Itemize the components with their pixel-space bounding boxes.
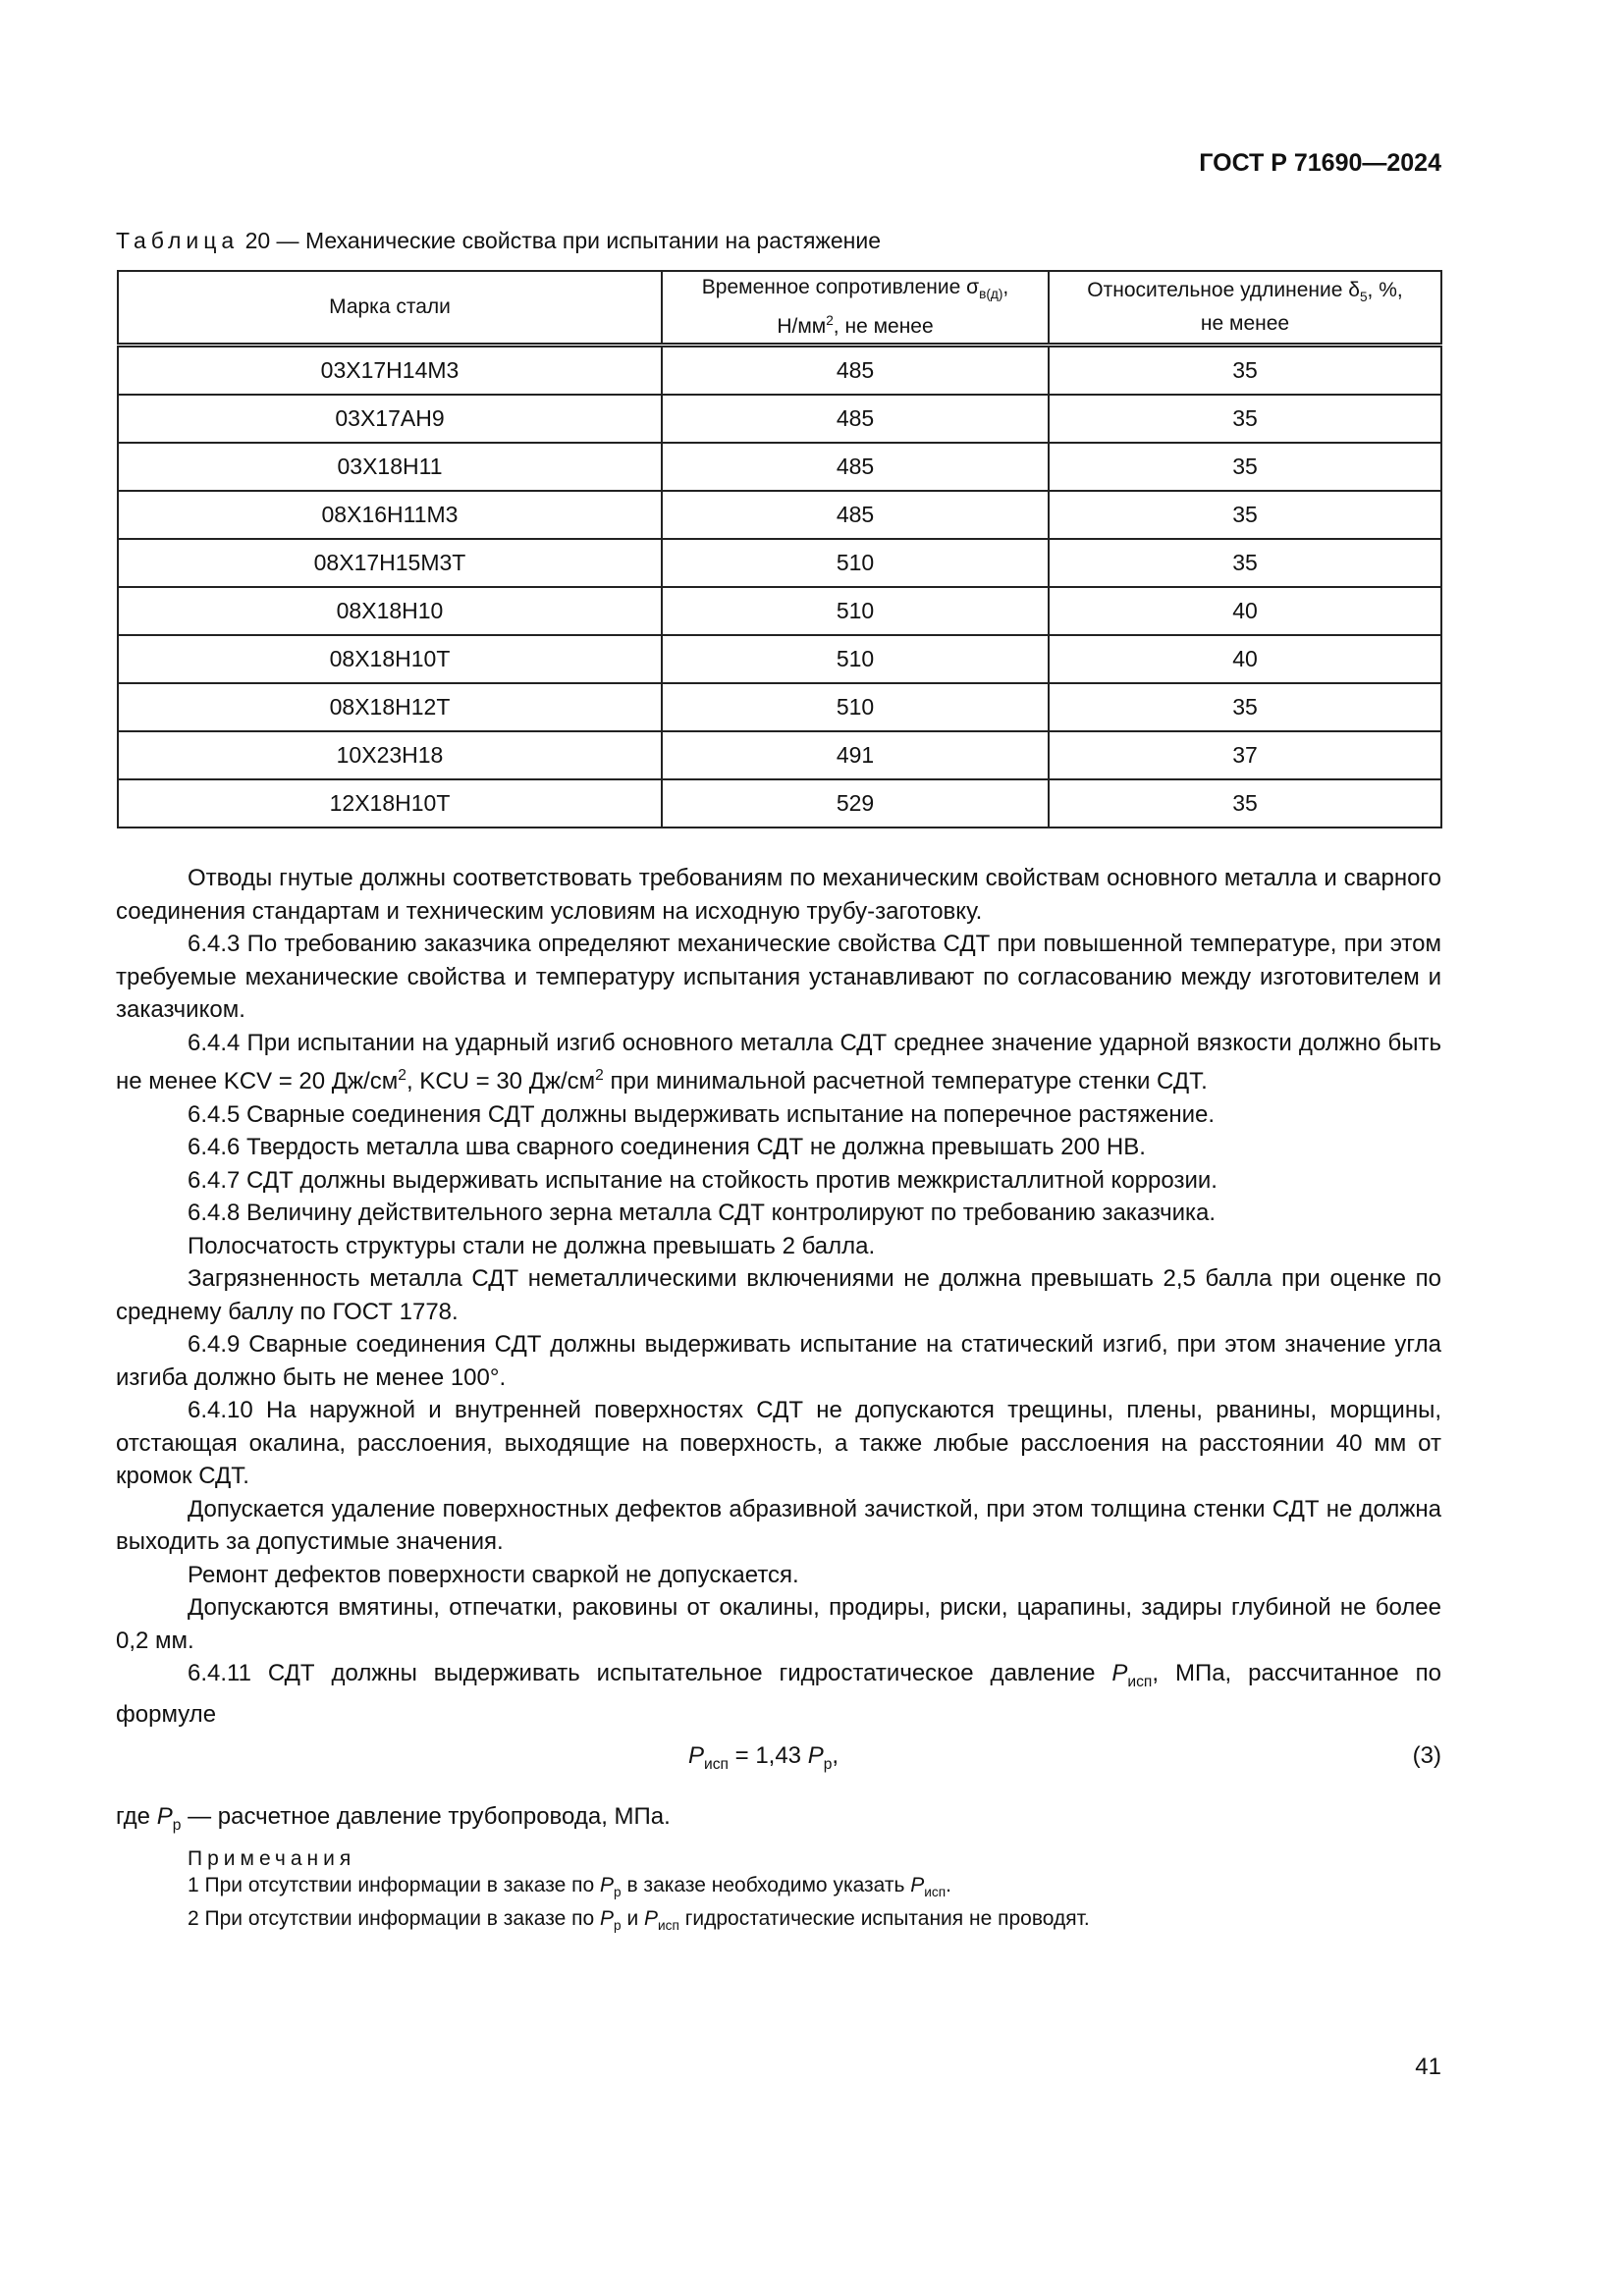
elongation-cell: 35 (1049, 443, 1441, 491)
table-row (118, 346, 1441, 396)
paragraph (116, 1559, 1441, 1592)
text-run: Н/мм (777, 314, 827, 338)
tensile-strength-cell: 485 (662, 395, 1049, 443)
variable: P (600, 1874, 615, 1897)
table-row (118, 683, 1441, 731)
paragraph (116, 928, 1441, 1027)
steel-grade-cell: 08Х17Н15М3Т (118, 539, 662, 587)
text-run: не менее (1200, 311, 1290, 335)
text-run: 6.4.5 Сварные соединения СДТ должны выдерживать испытание на поперечное растяжение. (188, 1100, 1216, 1128)
steel-grade-cell: 10Х23Н18 (118, 731, 662, 779)
variable: P (156, 1802, 173, 1830)
text-run: , МПа, рассчитанное по формуле (116, 1660, 1441, 1729)
tensile-strength-cell: 491 (662, 731, 1049, 779)
subscript: исп (658, 1918, 679, 1934)
text-run: 6.4.9 Сварные соединения СДТ должны выдерживать испытание на статический изгиб, при этом значение угла изгиба должно быть не менее 100°. (116, 1331, 1441, 1391)
steel-grade-cell: 08Х18Н12Т (118, 683, 662, 731)
elongation-cell: 35 (1049, 395, 1441, 443)
text-run: 6.4.7 СДТ должны выдерживать испытание на стойкость против межкристаллитной коррозии. (188, 1166, 1218, 1194)
variable: P (600, 1907, 615, 1931)
subscript: в(д) (979, 287, 1003, 302)
text-run: Ремонт дефектов поверхности сваркой не допускается. (188, 1561, 799, 1588)
text-run: Марка стали (329, 295, 451, 318)
variable: P (807, 1741, 824, 1769)
notes-title: Примечания (188, 1847, 356, 1871)
document-id: ГОСТ Р 71690—2024 (1199, 149, 1441, 177)
text-run: Полосчатость структуры стали не должна превышать 2 балла. (188, 1232, 876, 1259)
steel-grade-cell: 08Х18Н10Т (118, 635, 662, 683)
mechanical-properties-table (117, 270, 1442, 828)
paragraph (116, 1657, 1441, 1732)
table-row (118, 491, 1441, 539)
elongation-cell: 40 (1049, 587, 1441, 635)
paragraph (116, 1098, 1441, 1132)
text-run: 6.4.6 Твердость металла шва сварного соединения СДТ не должна превышать 200 НВ. (188, 1134, 1146, 1160)
text-run: Отводы гнутые должны соответствовать требованиям по механическим свойствам основного металла и сварного соединения стандартам и техническим условиям на исходную трубу-заготовку. (116, 865, 1441, 925)
subscript: р (823, 1755, 833, 1773)
text-run: 6.4.11 СДТ должны выдерживать испытательное гидростатическое давление (188, 1660, 1112, 1686)
text-run: , (832, 1741, 839, 1769)
text-run: , %, (1367, 279, 1403, 302)
subscript: исп (1127, 1673, 1153, 1690)
subscript: исп (924, 1885, 947, 1900)
subscript: р (614, 1885, 622, 1900)
elongation-cell: 35 (1049, 779, 1441, 828)
notes (116, 1845, 1441, 1939)
page-number: 41 (1415, 2054, 1441, 2080)
tensile-strength-cell: 510 (662, 683, 1049, 731)
elongation-cell: 40 (1049, 635, 1441, 683)
paragraph (116, 862, 1441, 928)
text-run: Допускается удаление поверхностных дефектов абразивной зачисткой, при этом толщина стенки СДТ не должна выходить за допустимые значения. (116, 1495, 1441, 1555)
text-run: Временное сопротивление σ (701, 276, 980, 299)
paragraph (116, 1164, 1441, 1198)
variable: P (688, 1741, 705, 1769)
table-row (118, 587, 1441, 635)
paragraph (116, 1230, 1441, 1263)
text-run: Относительное удлинение δ (1087, 279, 1360, 302)
steel-grade-cell: 08Х16Н11М3 (118, 491, 662, 539)
subscript: 5 (1359, 290, 1368, 305)
column-header (662, 271, 1049, 346)
paragraph (116, 1394, 1441, 1493)
formula-legend (116, 1800, 1441, 1842)
formula (688, 1739, 839, 1781)
subscript: исп (704, 1755, 729, 1773)
text-run: Загрязненность металла СДТ неметаллическими включениями не должна превышать 2,5 балла при оценке по среднему баллу по ГОСТ 1778. (116, 1265, 1441, 1325)
paragraph (116, 1328, 1441, 1394)
text-run: . (946, 1874, 951, 1897)
text-run: , KCU = 30 Дж/см (406, 1068, 596, 1095)
table-row (118, 731, 1441, 779)
text-run: 6.4.10 На наружной и внутренней поверхностях СДТ не допускаются трещины, плены, рванины, морщины, отстающая окалина, расслоения, выходящие на поверхность, а также любые расслоения на расстоянии 40 мм от кромок СДТ. (116, 1397, 1441, 1489)
tensile-strength-cell: 485 (662, 443, 1049, 491)
text-run: в заказе необходимо указать (621, 1874, 911, 1897)
table-row (118, 779, 1441, 828)
text-run: Допускаются вмятины, отпечатки, раковины от окалины, продиры, риски, царапины, задиры глубиной не более 0,2 мм. (116, 1594, 1441, 1654)
text-run: при минимальной расчетной температуре стенки СДТ. (603, 1068, 1208, 1095)
formula-number: (3) (1412, 1741, 1441, 1769)
paragraph (116, 1027, 1441, 1098)
formula-block (116, 1739, 1441, 1796)
subscript: р (614, 1918, 622, 1934)
paragraph (116, 1591, 1441, 1657)
text-run: , не менее (833, 314, 934, 338)
text-run: , (1002, 276, 1009, 299)
table-caption-word: Таблица (116, 228, 240, 253)
elongation-cell: 35 (1049, 539, 1441, 587)
tensile-strength-cell: 510 (662, 635, 1049, 683)
tensile-strength-cell: 529 (662, 779, 1049, 828)
table-caption (116, 228, 881, 254)
text-run: 6.4.3 По требованию заказчика определяют механические свойства СДТ при повышенной температуре, при этом требуемые механические свойства и температуру испытания устанавливают по согласованию между изготовителем и заказчиком. (116, 931, 1441, 1023)
elongation-cell: 35 (1049, 491, 1441, 539)
steel-grade-cell: 08Х18Н10 (118, 587, 662, 635)
text-run: 6.4.4 При испытании на ударный изгиб основного металла СДТ среднее значение ударной вязкости должно быть не менее KCV = 20 Дж/см (116, 1029, 1441, 1095)
table-row (118, 539, 1441, 587)
tensile-strength-cell: 510 (662, 587, 1049, 635)
body-text (116, 862, 1441, 1939)
table-row (118, 635, 1441, 683)
paragraph (116, 1262, 1441, 1328)
elongation-cell: 35 (1049, 346, 1441, 396)
superscript: 2 (595, 1067, 604, 1084)
text-run: 6.4.8 Величину действительного зерна металла СДТ контролируют по требованию заказчика. (188, 1200, 1217, 1226)
text-run: и (621, 1907, 645, 1931)
text-run: 2 При отсутствии информации в заказе по (188, 1907, 600, 1931)
steel-grade-cell: 03Х17Н14М3 (118, 346, 662, 396)
paragraph (116, 1131, 1441, 1164)
subscript: р (172, 1816, 182, 1834)
text-run: гидростатические испытания не проводят. (678, 1907, 1090, 1931)
tensile-strength-cell: 485 (662, 491, 1049, 539)
table-caption-title: 20 — Механические свойства при испытании на растяжение (239, 228, 882, 253)
elongation-cell: 37 (1049, 731, 1441, 779)
text-run: где (116, 1802, 157, 1830)
steel-grade-cell: 03Х18Н11 (118, 443, 662, 491)
note-item (188, 1905, 1441, 1939)
table-row (118, 395, 1441, 443)
text-run: = 1,43 (728, 1741, 808, 1769)
variable: P (644, 1907, 659, 1931)
note-item (188, 1872, 1441, 1905)
steel-grade-cell: 03Х17АН9 (118, 395, 662, 443)
variable: P (1111, 1660, 1128, 1686)
text-run: — расчетное давление трубопровода, МПа. (181, 1802, 671, 1830)
paragraph (116, 1493, 1441, 1559)
paragraph (116, 1197, 1441, 1230)
elongation-cell: 35 (1049, 683, 1441, 731)
text-run: 1 При отсутствии информации в заказе по (188, 1874, 600, 1897)
column-header (1049, 271, 1441, 346)
table-row (118, 443, 1441, 491)
tensile-strength-cell: 485 (662, 346, 1049, 396)
variable: P (910, 1874, 925, 1897)
column-header (118, 271, 662, 346)
superscript: 2 (398, 1067, 406, 1084)
tensile-strength-cell: 510 (662, 539, 1049, 587)
superscript: 2 (826, 312, 834, 328)
table-header-row (118, 271, 1441, 346)
steel-grade-cell: 12Х18Н10Т (118, 779, 662, 828)
